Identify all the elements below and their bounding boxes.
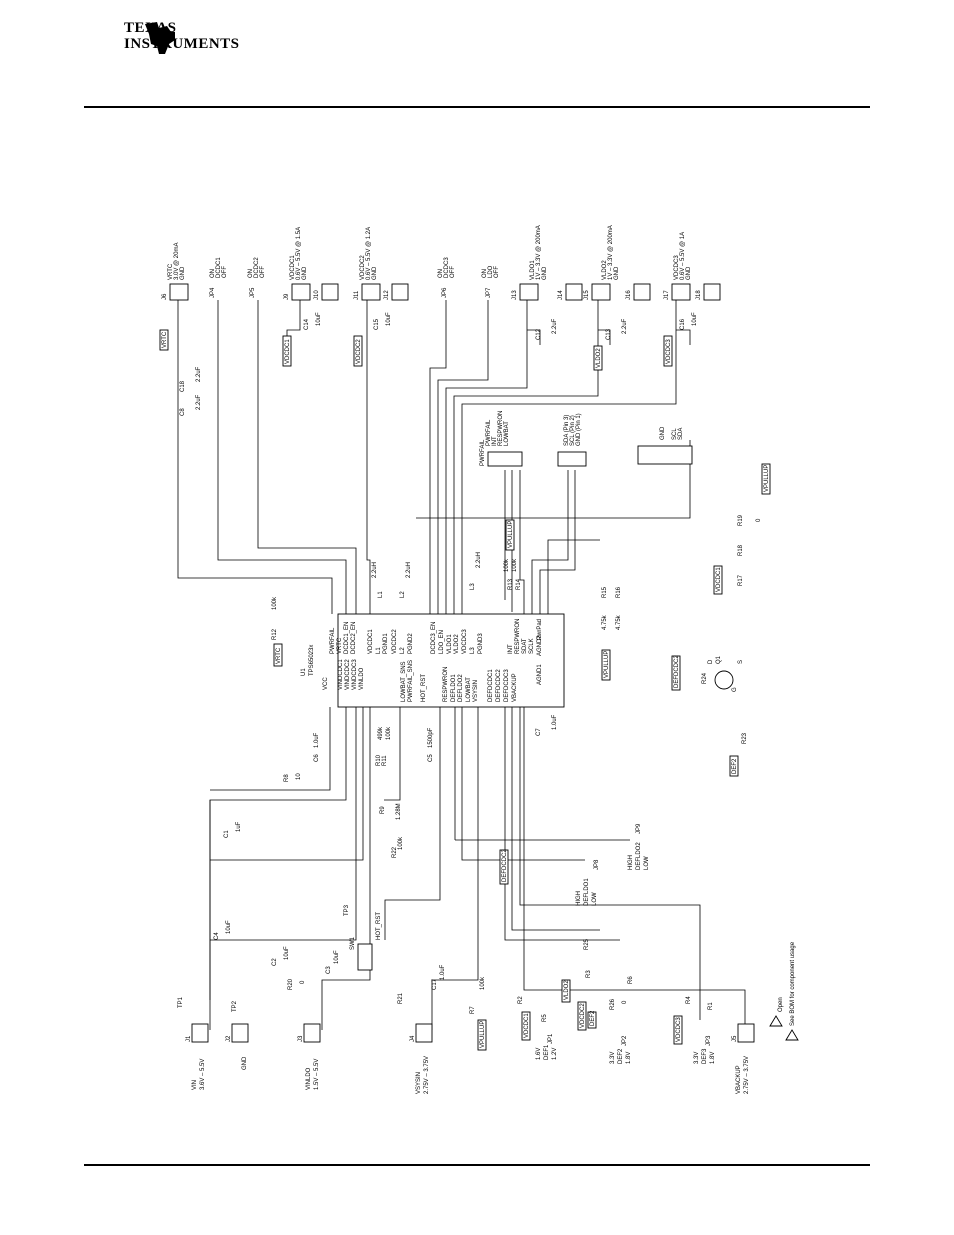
switch-label: HOT_RST <box>376 911 382 940</box>
jack-ref: J2 <box>226 1035 232 1042</box>
jumper-off: OFF <box>222 266 228 278</box>
jumper-net: DEFLDO1 <box>584 878 590 906</box>
res-ref: R9 <box>380 806 386 814</box>
net-label: VLDO2 <box>596 348 602 368</box>
pin-label: VDCDC2 <box>392 629 398 654</box>
jumper-on: ON <box>438 269 444 278</box>
jack-j15 <box>584 225 620 300</box>
jumper-off: OFF <box>494 266 500 278</box>
jumper-jp4 <box>210 257 228 298</box>
res-ref: R23 <box>742 732 748 744</box>
jumper-ref: JP2 <box>622 1035 628 1046</box>
cap-value: 10uF <box>334 950 340 964</box>
res-value: 4.75k <box>616 615 622 630</box>
jack-j17 <box>664 232 692 300</box>
jumper-on: ON <box>248 269 254 278</box>
pin-label: DEFLDO2 <box>458 674 464 702</box>
inductor-value: 2.2uH <box>476 551 482 568</box>
res-value: 0 <box>300 980 306 984</box>
pin-label: DCDC1_EN <box>344 621 350 654</box>
jack-ref: J6 <box>162 293 168 300</box>
jumper-high: HIGH <box>576 891 582 906</box>
cap-value: 1.0uF <box>314 732 320 748</box>
net-label: DEF2 <box>590 1010 596 1026</box>
net-label: VDCDC1 <box>524 1013 530 1038</box>
inductors <box>372 552 482 598</box>
testpoint-ref: TP1 <box>178 996 184 1008</box>
jack-spec: 1V – 3.3V @ 200mA <box>608 225 614 280</box>
brand-line-1: TEXAS <box>124 20 177 36</box>
res-value: 499k <box>378 726 384 740</box>
fet-q1 <box>708 655 744 692</box>
res-ref: R13 <box>508 578 514 590</box>
pin-label: RESPWRON <box>515 618 521 654</box>
jack-range: 2.75V – 3.75V <box>744 1055 750 1094</box>
net-label: VDCDC2 <box>580 1003 586 1028</box>
jumper-high: HIGH <box>628 855 634 870</box>
pin-label: LOWBAT_SNS <box>401 661 407 702</box>
testpoints <box>178 904 350 1012</box>
inductor-ref: L1 <box>378 591 384 598</box>
res-ref: R19 <box>738 514 744 526</box>
res-value: 4.75k <box>602 615 608 630</box>
res-value: 0 <box>756 518 762 522</box>
jack-net: VRTC <box>168 263 174 280</box>
jumper-v2: 1.2V <box>552 1047 558 1060</box>
jumper-ref: JP6 <box>442 287 448 298</box>
jumper-net: LDO <box>488 265 494 278</box>
jack-ref: J9 <box>284 293 290 300</box>
jack-ref: J13 <box>512 290 518 300</box>
pin-label: L1 <box>376 647 382 654</box>
jack-range: 3.6V – 5.5V <box>200 1058 206 1090</box>
testpoint-ref: TP2 <box>232 1000 238 1012</box>
jack-net: VDCDC2 <box>360 255 366 280</box>
jack-ref: J4 <box>410 1035 416 1042</box>
pad-label: AGND1 <box>537 664 543 685</box>
header-pin: SDA (Pin 3) <box>564 414 570 446</box>
jumper-net: DCDC2 <box>254 257 260 278</box>
net-label: VLDO2 <box>564 980 570 1000</box>
jumper-v1: 1.6V <box>536 1047 542 1060</box>
res-ref: R24 <box>702 672 708 684</box>
note-open: Open <box>778 997 784 1012</box>
pin-label: LDO_EN <box>439 629 445 654</box>
jumper-ref: JP1 <box>548 1033 554 1044</box>
header-pin: GND <box>660 426 666 440</box>
pin-label: LOWBAT <box>466 677 472 702</box>
jumper-net: DEF2 <box>618 1048 624 1064</box>
pin-label: VDCDC3 <box>462 629 468 654</box>
pin-label: SDAT <box>522 638 528 654</box>
pin-label: DEFLDO1 <box>451 674 457 702</box>
pin-label: VLDO1 <box>447 634 453 654</box>
jumper-ref: JP4 <box>210 287 216 298</box>
jack-label: VIN <box>192 1079 198 1090</box>
res-value: 1.28M <box>396 803 402 820</box>
res-ref: R8 <box>284 774 290 782</box>
net-label: VDCDC3 <box>676 1017 682 1042</box>
schematic-notes <box>770 941 798 1040</box>
jack-range: 2.75V – 3.75V <box>424 1055 430 1094</box>
jack-spec: 3.0V @ 20mA <box>174 242 180 280</box>
cap-value: 10uF <box>386 312 392 326</box>
res-ref: R16 <box>616 586 622 598</box>
pin-label: DCDC3_EN <box>431 621 437 654</box>
net-label: DEFDCDC2 <box>674 655 680 688</box>
res-value: 10 <box>296 773 302 780</box>
header-pin: PWRFAIL <box>486 419 492 446</box>
jack-ref: J1 <box>186 1035 192 1042</box>
jumper-jp7 <box>482 265 500 298</box>
pin-label: VINDCDC2 <box>345 659 351 690</box>
jack-ref: J12 <box>384 290 390 300</box>
cap-value: 2.2uF <box>196 394 202 410</box>
jack-net: VLDO2 <box>602 260 608 280</box>
res-ref: R12 <box>272 628 278 640</box>
jack-label: VINLDO <box>306 1067 312 1090</box>
res-value: 0 <box>622 1000 628 1004</box>
cap-ref: C5 <box>428 754 434 762</box>
cap-ref: C6 <box>314 754 320 762</box>
res-ref: R1 <box>708 1002 714 1010</box>
res-value: 100k <box>480 976 486 990</box>
fet-pin: S <box>738 659 744 664</box>
pin-label: L2 <box>400 647 406 654</box>
cap-ref: C4 <box>214 932 220 940</box>
cap-ref: C12 <box>536 328 542 340</box>
jumper-jp6 <box>438 257 456 298</box>
jack-j11 <box>354 227 380 300</box>
cap-value: 1.0uF <box>440 964 446 980</box>
net-label: DEF2 <box>732 758 738 774</box>
cap-ref: C7 <box>536 728 542 736</box>
pin-label: SCLK <box>529 638 535 654</box>
header-pin: RESPWRON <box>498 410 504 446</box>
res-ref: R10 <box>376 754 382 766</box>
fet-pin: G <box>732 687 738 692</box>
pin-label: PGND2 <box>408 633 414 654</box>
pin-label: DEFDCDC3 <box>504 669 510 702</box>
inductor-value: 2.2uH <box>372 561 378 578</box>
switch-sw1 <box>350 912 382 970</box>
ic-part: TPS65023x <box>309 644 315 676</box>
cap-value: 2.2uF <box>552 318 558 334</box>
switch-ref: SW1 <box>350 936 356 950</box>
header-j8 <box>558 413 586 466</box>
pin-label: PGND3 <box>478 633 484 654</box>
cap-value: 1.0uF <box>552 714 558 730</box>
pin-label: DEFDCDC1 <box>488 669 494 702</box>
res-ref: R26 <box>610 998 616 1010</box>
jumper-on: ON <box>210 269 216 278</box>
header-pin: LOWBAT <box>504 421 510 446</box>
header-pin: PWRFAIL <box>480 439 486 466</box>
res-value: 100k <box>512 558 518 572</box>
jack-spec: 0.6V – 5.5V @ 1A <box>680 231 686 280</box>
jack-label: VBACKUP <box>736 1065 742 1094</box>
header-j7 <box>480 411 522 466</box>
net-label: VDCDC2 <box>356 339 362 364</box>
res-ref: R14 <box>516 578 522 590</box>
cap-value: 10uF <box>692 312 698 326</box>
jack-gnd: GND <box>180 266 186 280</box>
jack-label: VSYSIN <box>416 1071 422 1094</box>
pin-label: VINDCDC1 <box>338 659 344 690</box>
output-jacks <box>162 225 720 300</box>
jumper-net: DEFLDO2 <box>636 842 642 870</box>
jack-gnd: GND <box>686 266 692 280</box>
pin-label: PWRFAIL_SNS <box>408 659 414 702</box>
cap-value: 2.2uF <box>196 366 202 382</box>
header-j19 <box>638 426 692 464</box>
pin-label: VDCDC1 <box>368 629 374 654</box>
cap-value: 10uF <box>284 946 290 960</box>
header-pin: SDA <box>678 427 684 440</box>
res-value: 100k <box>386 726 392 740</box>
jumper-ref: JP3 <box>706 1035 712 1046</box>
net-label: VDCDC1 <box>716 567 722 592</box>
jack-gnd: GND <box>614 266 620 280</box>
cap-value: 10uF <box>316 312 322 326</box>
pin-label: VINLDO <box>359 667 365 690</box>
pin-label: VBACKUP <box>512 673 518 702</box>
cap-ref: C17 <box>432 978 438 990</box>
header-pin: SCL (Pin 2) <box>570 415 576 446</box>
res-ref: R15 <box>602 586 608 598</box>
pin-label: VLDO2 <box>454 634 460 654</box>
brand-line-2: INSTRUMENTS <box>124 36 240 52</box>
jumper-v2: 1.8V <box>626 1051 632 1064</box>
pin-label: RESPWRON <box>443 666 449 702</box>
net-label: DEFDCDC2 <box>502 849 508 882</box>
jack-gnd: GND <box>542 266 548 280</box>
jack-ref: J15 <box>584 290 590 300</box>
jumper-low: LOW <box>592 892 598 906</box>
pin-label: VSYSIN <box>473 679 479 702</box>
note-bom: See BOM for component usage <box>790 941 796 1026</box>
jumper-ref: JP7 <box>486 287 492 298</box>
jack-spec: 0.6V – 5.5V @ 1.5A <box>296 226 302 280</box>
jack-ref: J16 <box>626 290 632 300</box>
cap-ref: C15 <box>374 318 380 330</box>
jumper-low: LOW <box>644 856 650 870</box>
jumper-v1: 3.3V <box>694 1051 700 1064</box>
jack-gnd: GND <box>302 266 308 280</box>
fet-pin: D <box>708 659 714 664</box>
net-label: VPULLUP <box>604 650 610 678</box>
jumper-net: DEF1 <box>544 1044 550 1060</box>
fet-ref: Q1 <box>716 655 722 664</box>
jack-ref: J14 <box>558 290 564 300</box>
header-pin: INT <box>492 436 498 446</box>
net-label: VPULLUP <box>480 1020 486 1048</box>
config-jumpers <box>536 823 716 1064</box>
res-ref: R20 <box>288 978 294 990</box>
jumper-net: DEF3 <box>702 1048 708 1064</box>
jack-spec: 1V – 3.3V @ 200mA <box>536 225 542 280</box>
res-ref: R6 <box>628 976 634 984</box>
pin-label: VINDCDC3 <box>352 659 358 690</box>
jack-ref: J18 <box>696 290 702 300</box>
testpoint-ref: TP3 <box>344 904 350 916</box>
cap-ref: C8 <box>180 408 186 416</box>
res-ref: R25 <box>584 938 590 950</box>
jack-net: VDCDC3 <box>674 255 680 280</box>
jack-spec: 0.6V – 5.5V @ 1.2A <box>366 226 372 280</box>
jack-label: GND <box>242 1056 248 1070</box>
jack-net: VDCDC1 <box>290 255 296 280</box>
res-ref: R22 <box>392 846 398 858</box>
pin-label: DCDC2_EN <box>351 621 357 654</box>
inductor-value: 2.2uH <box>406 561 412 578</box>
pin-label: HOT_RST <box>421 673 427 702</box>
res-ref: R17 <box>738 574 744 586</box>
res-ref: R21 <box>398 992 404 1004</box>
pin-label: DEFDCDC2 <box>496 669 502 702</box>
jumper-net: DCDC1 <box>216 257 222 278</box>
res-ref: R11 <box>382 755 388 766</box>
res-ref: R4 <box>686 996 692 1004</box>
res-value: 100k <box>398 836 404 850</box>
net-label: VPULLUP <box>508 520 514 548</box>
cap-ref: C14 <box>304 318 310 330</box>
res-ref: R7 <box>470 1006 476 1014</box>
jumper-v2: 1.8V <box>710 1051 716 1064</box>
cap-ref: C1 <box>224 830 230 838</box>
jack-ref: J17 <box>664 290 670 300</box>
header-pin: SCL <box>672 428 678 440</box>
jumper-net: DCDC3 <box>444 257 450 278</box>
cap-value: 10uF <box>226 920 232 934</box>
ic-u1 <box>301 614 564 707</box>
cap-value: 1uF <box>236 821 242 832</box>
jack-ref: J11 <box>354 290 360 300</box>
pin-label: L3 <box>470 647 476 654</box>
cap-ref: C16 <box>680 318 686 330</box>
input-jacks <box>186 1024 754 1094</box>
jack-j13 <box>512 225 548 300</box>
jack-ref: J3 <box>298 1035 304 1042</box>
res-value: 100k <box>504 558 510 572</box>
res-ref: R3 <box>586 970 592 978</box>
cap-ref: C2 <box>272 958 278 966</box>
pin-label: INT <box>508 644 514 654</box>
res-ref: R5 <box>542 1014 548 1022</box>
net-label: VDCDC1 <box>285 339 291 364</box>
pin-label: VCC <box>323 677 329 690</box>
header-pin: GND (Pin 1) <box>576 413 582 446</box>
pin-label: PWRFAIL <box>330 627 336 654</box>
jumper-v1: 3.3V <box>610 1051 616 1064</box>
jack-ref: J10 <box>314 290 320 300</box>
jumper-off: OFF <box>450 266 456 278</box>
resistors <box>272 514 762 1022</box>
res-value: 100k <box>272 596 278 610</box>
jack-j9 <box>284 227 310 300</box>
net-label: VPULLUP <box>764 464 770 492</box>
pad-label: AGND2 <box>537 635 543 656</box>
jumper-off: OFF <box>260 266 266 278</box>
jack-j6 <box>162 243 188 300</box>
jumper-ref: JP8 <box>594 859 600 870</box>
inductor-ref: L2 <box>400 591 406 598</box>
cap-ref: C13 <box>606 328 612 340</box>
cap-ref: C18 <box>180 380 186 392</box>
inductor-ref: L3 <box>470 583 476 590</box>
jack-net: VLDO1 <box>530 260 536 280</box>
cap-value: 2.2uF <box>622 318 628 334</box>
jack-ref: J5 <box>732 1035 738 1042</box>
net-label: VDCDC3 <box>666 339 672 364</box>
cap-ref: C3 <box>326 966 332 974</box>
res-ref: R18 <box>738 544 744 556</box>
jack-range: 1.5V – 5.5V <box>314 1058 320 1090</box>
net-label: VRTC <box>162 331 168 348</box>
pin-label: PGND1 <box>383 633 389 654</box>
cap-value: 1500pF <box>428 727 434 748</box>
res-ref: R2 <box>518 996 524 1004</box>
jumper-ref: JP9 <box>636 823 642 834</box>
ic-ref: U1 <box>301 668 307 676</box>
net-label: VRTC <box>276 647 282 664</box>
jack-gnd: GND <box>372 266 378 280</box>
pin-label: VRTC <box>337 637 343 654</box>
pad-label: PwrPad <box>537 618 543 640</box>
jumper-jp5 <box>248 257 266 298</box>
jumper-on: ON <box>482 269 488 278</box>
jumper-ref: JP5 <box>250 287 256 298</box>
